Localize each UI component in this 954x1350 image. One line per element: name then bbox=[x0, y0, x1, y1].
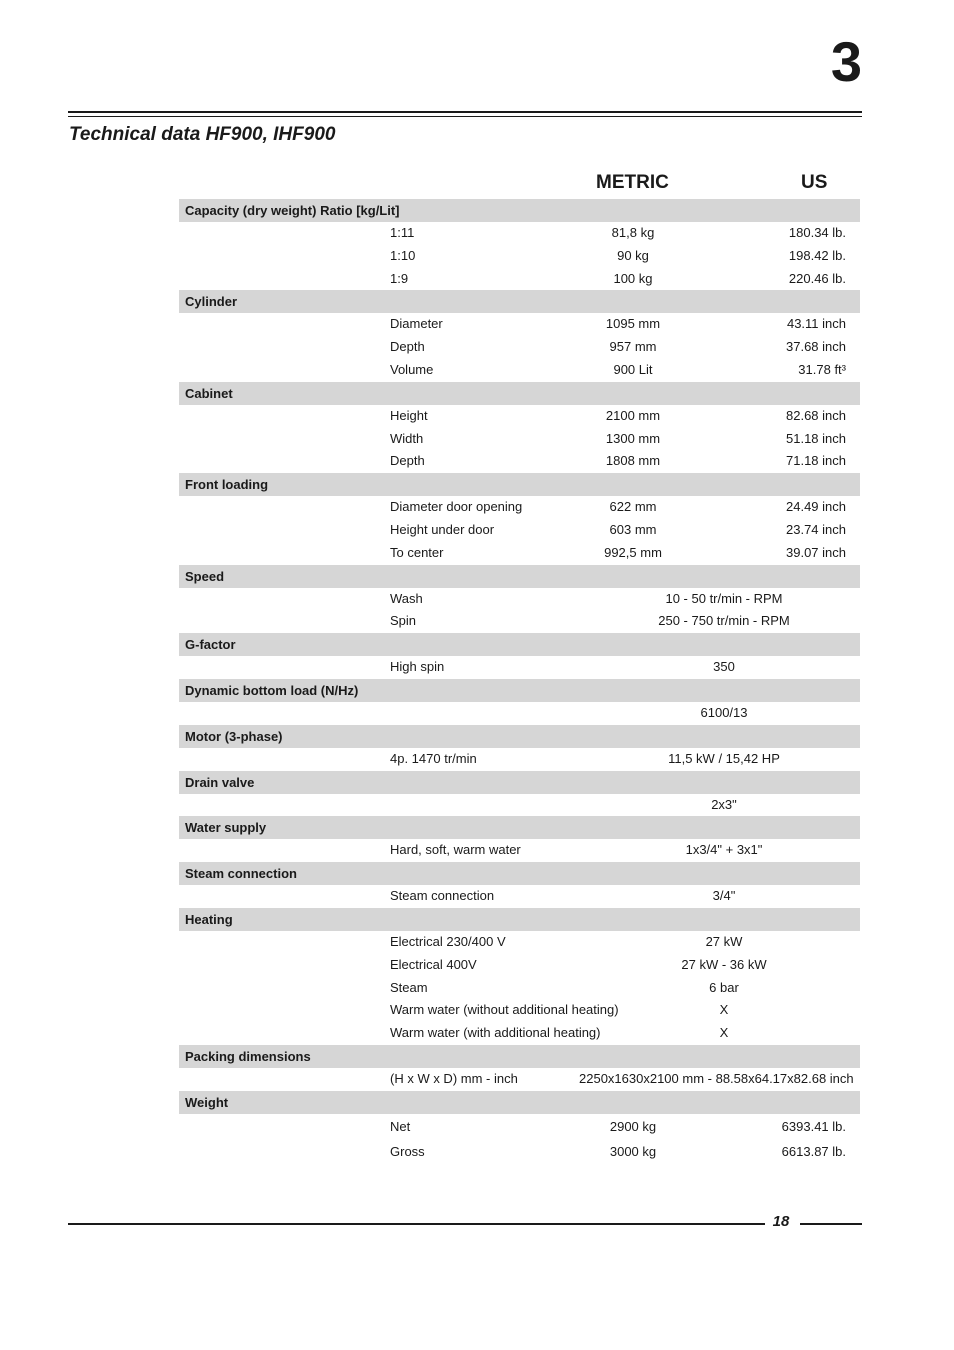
table-row bbox=[179, 336, 860, 359]
header-rule bbox=[68, 111, 862, 113]
row-label: Spin bbox=[390, 613, 417, 629]
table-row bbox=[179, 313, 860, 336]
row-metric-value: 1095 mm bbox=[605, 316, 661, 332]
row-label: Warm water (without additional heating) bbox=[390, 1002, 619, 1018]
row-label: Wash bbox=[390, 590, 423, 606]
row-label: Net bbox=[390, 1118, 411, 1134]
table-row bbox=[179, 359, 860, 382]
table-row bbox=[179, 496, 860, 519]
row-us-value: 6613.87 lb. bbox=[781, 1143, 846, 1159]
column-header-us: US bbox=[801, 172, 828, 193]
row-label: Volume bbox=[390, 361, 434, 377]
row-label: Gross bbox=[390, 1143, 425, 1159]
row-metric-value: 90 kg bbox=[617, 247, 649, 263]
table-row bbox=[179, 1139, 860, 1164]
row-label: Hard, soft, warm water bbox=[390, 842, 521, 858]
row-label: (H x W x D) mm - inch bbox=[390, 1070, 518, 1086]
row-us-value: 39.07 inch bbox=[786, 544, 846, 560]
row-value: 3/4" bbox=[712, 888, 736, 904]
row-label: High spin bbox=[390, 659, 445, 675]
row-us-value: 82.68 inch bbox=[786, 407, 846, 423]
table-row bbox=[179, 428, 860, 451]
row-value: 2x3" bbox=[711, 796, 737, 812]
row-value: 27 kW bbox=[705, 933, 743, 949]
row-label: Diameter bbox=[390, 316, 443, 332]
row-label: Depth bbox=[390, 339, 425, 355]
table-row bbox=[179, 542, 860, 565]
table-row bbox=[179, 450, 860, 473]
table-row bbox=[179, 702, 860, 725]
table-row bbox=[179, 1022, 860, 1045]
row-value: 2250x1630x2100 mm - 88.58x64.17x82.68 inch bbox=[579, 1070, 854, 1086]
row-us-value: 220.46 lb. bbox=[788, 270, 846, 286]
row-metric-value: 1808 mm bbox=[605, 453, 661, 469]
row-metric-value: 2900 kg bbox=[609, 1118, 657, 1134]
section-heading: Cylinder bbox=[179, 290, 860, 313]
section-heading: Water supply bbox=[179, 816, 860, 839]
table-row bbox=[179, 748, 860, 771]
row-us-value: 23.74 inch bbox=[786, 521, 846, 537]
row-us-value: 51.18 inch bbox=[786, 430, 846, 446]
footer-rule-left bbox=[68, 1223, 765, 1225]
section-heading: Front loading bbox=[179, 473, 860, 496]
row-metric-value: 900 Lit bbox=[613, 361, 653, 377]
row-label: Warm water (with additional heating) bbox=[390, 1025, 601, 1041]
row-label: Electrical 400V bbox=[390, 956, 477, 972]
row-value: X bbox=[719, 1002, 729, 1018]
row-metric-value: 622 mm bbox=[609, 499, 657, 515]
row-us-value: 43.11 inch bbox=[786, 316, 846, 332]
row-label: Depth bbox=[390, 453, 425, 469]
section-heading: G-factor bbox=[179, 633, 860, 656]
row-value: 10 - 50 tr/min - RPM bbox=[665, 590, 783, 606]
section-heading: Cabinet bbox=[179, 382, 860, 405]
table-row bbox=[179, 610, 860, 633]
section-heading: Capacity (dry weight) Ratio [kg/Lit] bbox=[179, 199, 860, 222]
row-label: Height under door bbox=[390, 521, 495, 537]
spec-table bbox=[179, 199, 860, 1164]
table-row bbox=[179, 405, 860, 428]
table-row bbox=[179, 245, 860, 268]
row-value: 27 kW - 36 kW bbox=[681, 956, 767, 972]
table-row bbox=[179, 794, 860, 817]
row-value: 11,5 kW / 15,42 HP bbox=[668, 750, 780, 766]
row-metric-value: 81,8 kg bbox=[611, 225, 655, 240]
header-rule-thin bbox=[68, 116, 862, 117]
row-metric-value: 2100 mm bbox=[605, 407, 661, 423]
row-label: Electrical 230/400 V bbox=[390, 933, 506, 949]
row-us-value: 31.78 ft³ bbox=[798, 361, 846, 377]
row-value: 6100/13 bbox=[700, 704, 748, 720]
row-value: 1x3/4" + 3x1" bbox=[685, 842, 763, 858]
row-label: 1:9 bbox=[390, 270, 409, 286]
table-row bbox=[179, 839, 860, 862]
row-label: Steam connection bbox=[390, 888, 495, 904]
table-row bbox=[179, 885, 860, 908]
table-row bbox=[179, 931, 860, 954]
section-heading: Motor (3-phase) bbox=[179, 725, 860, 748]
row-label: 1:10 bbox=[390, 247, 416, 263]
row-us-value: 198.42 lb. bbox=[788, 247, 846, 263]
page-title: Technical data HF900, IHF900 bbox=[69, 124, 336, 145]
row-label: To center bbox=[390, 544, 444, 560]
row-us-value: 6393.41 lb. bbox=[781, 1118, 846, 1134]
row-metric-value: 3000 kg bbox=[609, 1143, 657, 1159]
chapter-number: 3 bbox=[830, 30, 862, 93]
row-label: 4p. 1470 tr/min bbox=[390, 750, 477, 766]
row-metric-value: 100 kg bbox=[613, 270, 653, 286]
row-label: Height bbox=[390, 407, 428, 423]
section-heading: Speed bbox=[179, 565, 860, 588]
table-row bbox=[179, 656, 860, 679]
row-us-value: 71.18 inch bbox=[786, 453, 846, 469]
row-value: 350 bbox=[713, 659, 735, 675]
row-us-value: 180.34 lb. bbox=[788, 225, 846, 240]
row-metric-value: 992,5 mm bbox=[604, 544, 662, 560]
table-row bbox=[179, 954, 860, 977]
section-heading: Steam connection bbox=[179, 862, 860, 885]
row-us-value: 37.68 inch bbox=[786, 339, 846, 355]
row-label: Diameter door opening bbox=[390, 499, 523, 515]
row-metric-value: 957 mm bbox=[609, 339, 657, 355]
row-metric-value: 1300 mm bbox=[605, 430, 661, 446]
section-heading: Packing dimensions bbox=[179, 1045, 860, 1068]
table-row bbox=[179, 1068, 860, 1091]
section-heading: Drain valve bbox=[179, 771, 860, 794]
row-us-value: 24.49 inch bbox=[786, 499, 846, 515]
section-heading: Weight bbox=[179, 1091, 860, 1114]
table-row bbox=[179, 519, 860, 542]
table-row bbox=[179, 977, 860, 1000]
row-label: Width bbox=[390, 430, 424, 446]
row-metric-value: 603 mm bbox=[609, 521, 657, 537]
table-row bbox=[179, 999, 860, 1022]
table-row bbox=[179, 588, 860, 611]
section-heading: Heating bbox=[179, 908, 860, 931]
row-value: 6 bar bbox=[709, 979, 739, 995]
row-label: Steam bbox=[390, 979, 428, 995]
table-row bbox=[179, 222, 860, 245]
row-label: 1:11 bbox=[390, 225, 415, 240]
footer-rule-right bbox=[800, 1223, 862, 1225]
column-header-metric: METRIC bbox=[596, 172, 669, 193]
section-heading: Dynamic bottom load (N/Hz) bbox=[179, 679, 860, 702]
row-value: 250 - 750 tr/min - RPM bbox=[658, 613, 790, 629]
table-row bbox=[179, 268, 860, 291]
page-number: 18 bbox=[772, 1213, 790, 1230]
row-value: X bbox=[719, 1025, 729, 1041]
table-row bbox=[179, 1114, 860, 1139]
